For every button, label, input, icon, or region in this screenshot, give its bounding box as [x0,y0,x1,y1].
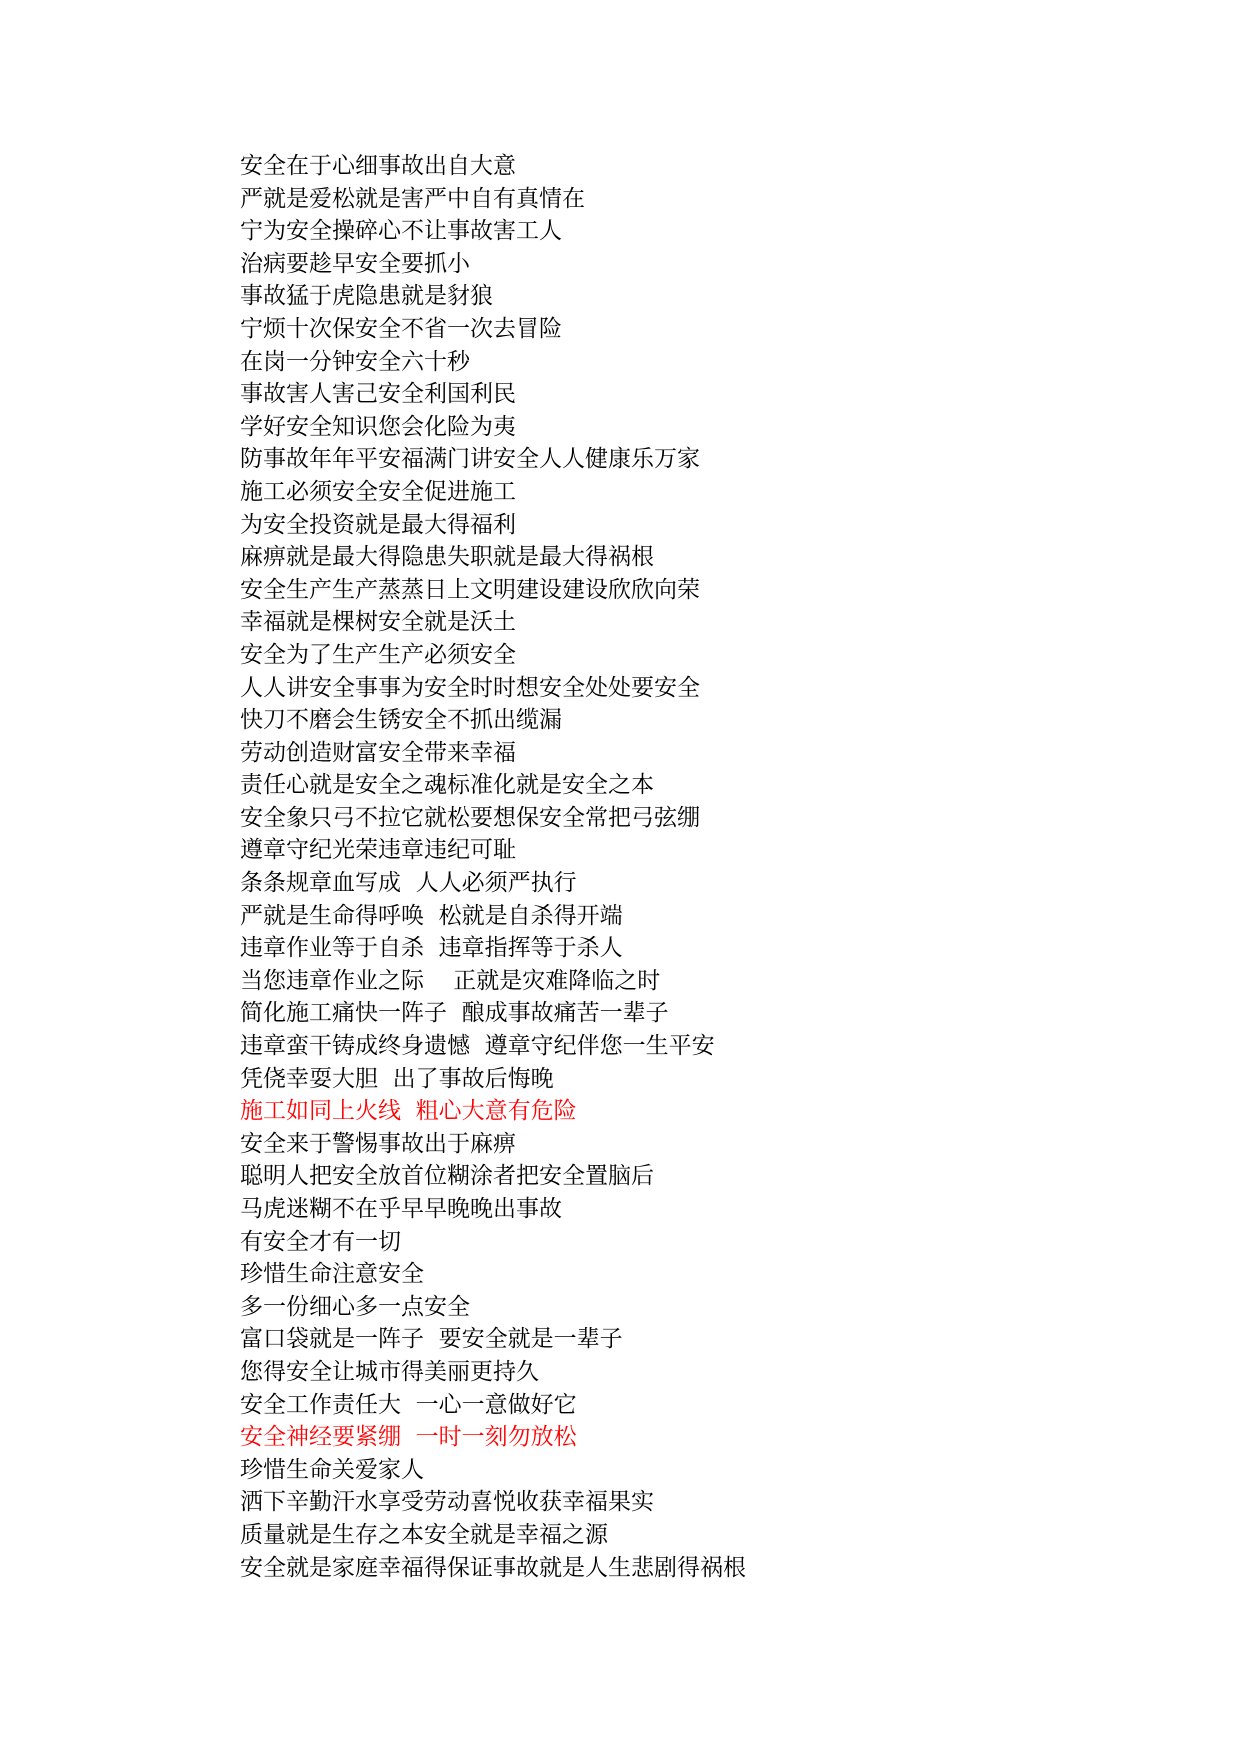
slogan-line: 安全工作责任大 一心一意做好它 [240,1391,577,1418]
slogan-line: 劳动创造财富安全带来幸福 [240,739,516,766]
slogan-line: 麻痹就是最大得隐患失职就是最大得祸根 [240,544,654,571]
slogan-line: 治病要趁早安全要抓小 [240,250,470,277]
slogan-line: 施工必须安全安全促进施工 [240,478,516,505]
slogan-line: 有安全才有一切 [240,1228,401,1255]
slogan-line: 学好安全知识您会化险为夷 [240,413,516,440]
slogan-line: 遵章守纪光荣违章违纪可耻 [240,837,516,864]
slogan-line: 安全在于心细事故出自大意 [240,153,516,179]
slogan-line: 马虎迷糊不在乎早早晚晚出事故 [240,1196,562,1222]
slogan-line: 责任心就是安全之魂标准化就是安全之本 [240,772,654,799]
slogan-line: 珍惜生命注意安全 [240,1261,424,1288]
slogan-line: 严就是爱松就是害严中自有真情在 [240,185,585,212]
slogan-line: 洒下辛勤汗水享受劳动喜悦收获幸福果实 [240,1489,654,1516]
slogan-line: 您得安全让城市得美丽更持久 [240,1358,539,1385]
slogan-line: 安全为了生产生产必须安全 [240,641,516,668]
slogan-line: 违章作业等于自杀 违章指挥等于杀人 [240,935,623,962]
slogan-line: 快刀不磨会生锈安全不抓出缆漏 [240,707,562,734]
slogan-line-highlighted: 安全神经要紧绷 一时一刻勿放松 [240,1424,577,1451]
slogan-line: 富口袋就是一阵子 要安全就是一辈子 [240,1326,623,1353]
slogan-line: 防事故年年平安福满门讲安全人人健康乐万家 [240,446,700,473]
slogan-line: 安全来于警惕事故出于麻痹 [240,1130,516,1157]
slogan-line: 多一份细心多一点安全 [240,1293,470,1320]
slogan-list [240,150,1140,1584]
slogan-line: 宁烦十次保安全不省一次去冒险 [240,315,562,342]
slogan-line-highlighted: 施工如同上火线 粗心大意有危险 [240,1098,577,1125]
slogan-line: 条条规章血写成 人人必须严执行 [240,870,577,897]
slogan-line: 幸福就是棵树安全就是沃土 [240,609,516,636]
slogan-line: 在岗一分钟安全六十秒 [240,348,470,375]
slogan-line: 违章蛮干铸成终身遗憾 遵章守纪伴您一生平安 [240,1033,715,1060]
slogan-line: 为安全投资就是最大得福利 [240,511,516,538]
slogan-line: 严就是生命得呼唤 松就是自杀得开端 [240,902,623,929]
slogan-line: 当您违章作业之际 正就是灾难降临之时 [240,967,661,994]
slogan-line: 人人讲安全事事为安全时时想安全处处要安全 [240,674,700,701]
slogan-line: 事故猛于虎隐患就是豺狼 [240,283,493,310]
slogan-line: 珍惜生命关爱家人 [240,1456,424,1483]
slogan-line: 简化施工痛快一阵子 酿成事故痛苦一辈子 [240,1000,669,1027]
slogan-line: 事故害人害己安全利国利民 [240,381,516,408]
slogan-line: 安全生产生产蒸蒸日上文明建设建设欣欣向荣 [240,576,700,603]
slogan-line: 凭侥幸耍大胆 出了事故后悔晚 [240,1065,554,1092]
slogan-line: 安全就是家庭幸福得保证事故就是人生悲剧得祸根 [240,1554,746,1581]
slogan-line: 聪明人把安全放首位糊涂者把安全置脑后 [240,1163,654,1190]
slogan-line: 宁为安全操碎心不让事故害工人 [240,218,562,245]
slogan-line: 质量就是生存之本安全就是幸福之源 [240,1521,608,1548]
slogan-line: 安全象只弓不拉它就松要想保安全常把弓弦绷 [240,804,700,831]
